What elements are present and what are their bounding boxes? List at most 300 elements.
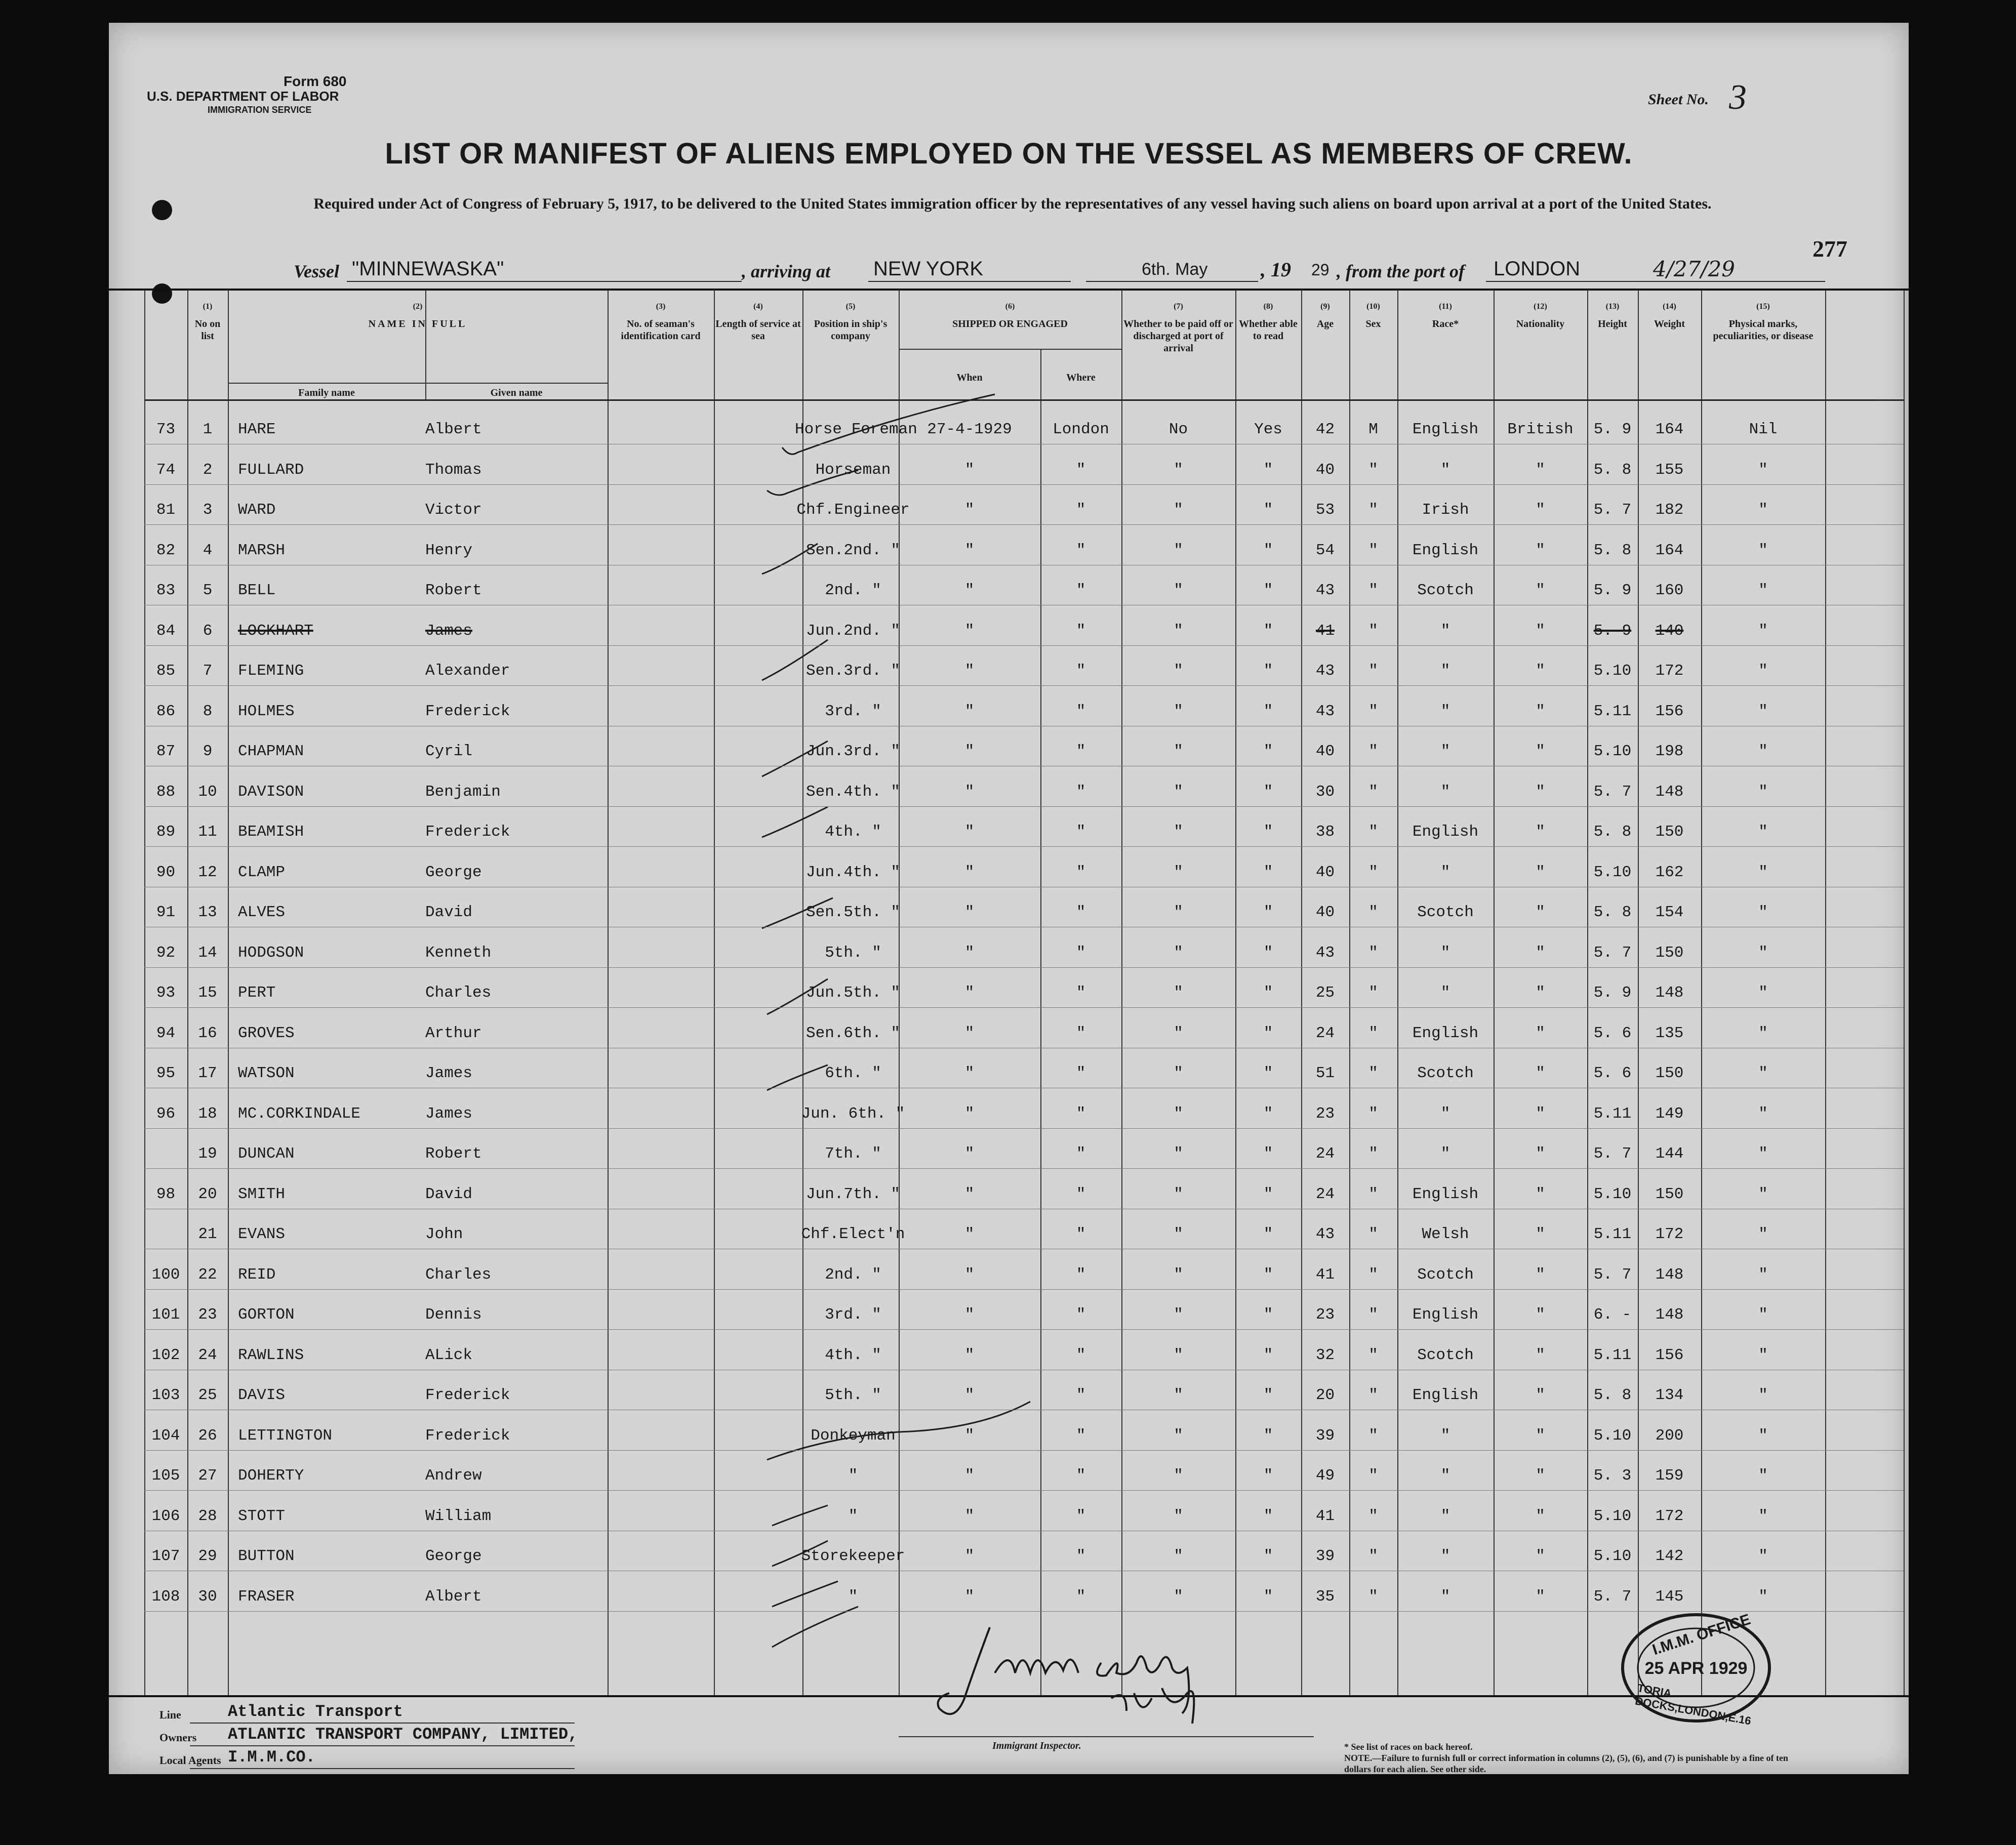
cell-weight: 154 [1655, 904, 1684, 921]
cell-where: " [1076, 944, 1086, 962]
cell-family: LOCKHART [238, 622, 313, 640]
cell-position: 3rd. " [825, 702, 881, 720]
cell-race: " [1440, 1507, 1450, 1525]
cell-age: 41 [1315, 622, 1335, 640]
cell-when: " [964, 984, 975, 1002]
cell-given: Andrew [425, 1467, 482, 1485]
cell-where: " [1076, 1467, 1086, 1485]
cell-paid: " [1174, 984, 1183, 1002]
cell-margin: 101 [151, 1306, 180, 1324]
cell-margin: 93 [156, 984, 176, 1002]
cell-where: " [1076, 743, 1086, 760]
cell-no: 14 [198, 944, 217, 962]
cell-nationality: " [1536, 1225, 1545, 1243]
cell-race: " [1440, 662, 1450, 680]
stamp-location: TORIA DOCKS,LONDON,E.16 [1634, 1681, 1752, 1728]
cell-age: 54 [1315, 541, 1335, 559]
cell-given: Victor [425, 501, 482, 519]
owners-label: Owners [159, 1731, 197, 1744]
cell-weight: 140 [1655, 622, 1684, 640]
cell-family: RAWLINS [238, 1346, 304, 1364]
cell-given: David [425, 904, 473, 921]
cell-no: 25 [198, 1386, 217, 1404]
cell-age: 51 [1315, 1064, 1335, 1082]
cell-marks: " [1758, 1426, 1768, 1445]
cell-margin: 103 [151, 1386, 180, 1404]
cell-age: 30 [1315, 783, 1335, 801]
cell-read: " [1263, 1306, 1273, 1324]
cell-where: " [1076, 622, 1086, 640]
cell-position: Sen.6th. " [805, 1024, 901, 1042]
cell-where: " [1076, 1547, 1086, 1565]
cell-read: " [1263, 582, 1273, 599]
cell-where: " [1076, 1145, 1086, 1163]
office-stamp [1620, 1611, 1772, 1728]
cell-given: James [425, 622, 473, 640]
cell-marks: " [1758, 1185, 1768, 1203]
cell-when: " [964, 1225, 975, 1243]
cell-no: 12 [198, 863, 217, 881]
cell-where: London [1053, 421, 1109, 438]
cell-weight: 164 [1655, 541, 1684, 559]
cell-read: " [1263, 1225, 1273, 1243]
cell-nationality: " [1536, 1306, 1545, 1324]
cell-paid: " [1174, 1547, 1183, 1565]
cell-margin: 105 [151, 1467, 180, 1485]
cell-where: " [1076, 582, 1086, 599]
cell-race: English [1412, 1185, 1479, 1203]
cell-height: 5. 7 [1593, 501, 1632, 519]
cell-no: 1 [203, 421, 213, 438]
cell-when: " [964, 783, 975, 801]
cell-paid: " [1174, 1386, 1183, 1404]
cell-family: WARD [238, 501, 276, 519]
cell-family: EVANS [238, 1225, 286, 1243]
cell-weight: 150 [1655, 944, 1684, 962]
cell-read: " [1263, 1185, 1273, 1203]
cell-when: " [964, 702, 975, 720]
cell-sex: " [1368, 541, 1378, 559]
cell-position: 2nd. " [825, 1265, 881, 1284]
cell-position: Jun. 6th. " [801, 1104, 905, 1123]
cell-family: DUNCAN [238, 1145, 295, 1163]
cell-age: 39 [1315, 1547, 1335, 1565]
cell-race: " [1440, 461, 1450, 479]
cell-where: " [1076, 1306, 1086, 1324]
cell-position: Horseman [815, 461, 891, 479]
cell-read: " [1263, 1547, 1273, 1565]
cell-height: 5.10 [1593, 1507, 1632, 1525]
cell-nationality: " [1536, 1024, 1545, 1042]
cell-margin: 107 [151, 1547, 180, 1565]
cell-paid: " [1174, 1507, 1183, 1525]
cell-family: HOLMES [238, 702, 295, 720]
cell-given: Frederick [425, 823, 510, 841]
page-title: LIST OR MANIFEST OF ALIENS EMPLOYED ON THE VESSEL AS MEMBERS OF CREW. [385, 137, 1633, 170]
cell-paid: " [1174, 541, 1183, 559]
cell-position: Chf.Elect'n [801, 1225, 905, 1243]
cell-nationality: " [1536, 622, 1545, 640]
cell-marks: " [1758, 783, 1768, 801]
cell-nationality: " [1536, 743, 1545, 760]
cell-age: 40 [1315, 904, 1335, 921]
cell-race: Scotch [1417, 1346, 1474, 1364]
cell-no: 19 [198, 1145, 217, 1163]
cell-marks: " [1758, 743, 1768, 760]
cell-read: " [1263, 1587, 1273, 1606]
cell-nationality: " [1536, 1265, 1545, 1284]
cell-nationality: " [1536, 1346, 1545, 1364]
year-suffix: 29 [1311, 261, 1329, 279]
cell-weight: 172 [1655, 1225, 1684, 1243]
cell-family: WATSON [238, 1064, 295, 1082]
cell-race: " [1440, 743, 1450, 760]
cell-when: " [964, 582, 975, 599]
cell-read: " [1263, 1426, 1273, 1445]
cell-age: 35 [1315, 1587, 1335, 1606]
cell-read: " [1263, 1145, 1273, 1163]
cell-read: " [1263, 1104, 1273, 1123]
cell-weight: 162 [1655, 863, 1684, 881]
cell-family: HARE [238, 421, 276, 438]
cell-family: GROVES [238, 1024, 295, 1042]
cell-read: " [1263, 984, 1273, 1002]
cell-paid: " [1174, 783, 1183, 801]
cell-no: 10 [198, 783, 217, 801]
cell-age: 43 [1315, 702, 1335, 720]
cell-no: 8 [203, 702, 213, 720]
cell-age: 41 [1315, 1507, 1335, 1525]
cell-read: " [1263, 1467, 1273, 1485]
cell-position: Chf.Engineer [796, 501, 910, 519]
cell-race: " [1440, 783, 1450, 801]
cell-position: Jun.5th. " [805, 984, 901, 1002]
cell-sex: M [1368, 421, 1378, 438]
service-name: IMMIGRATION SERVICE [208, 105, 312, 115]
cell-margin: 82 [156, 541, 176, 559]
cell-when: " [964, 743, 975, 760]
cell-given: Alexander [425, 662, 510, 680]
cell-race: " [1440, 1145, 1450, 1163]
cell-paid: " [1174, 1225, 1183, 1243]
cell-sex: " [1368, 1024, 1378, 1042]
cell-marks: " [1758, 541, 1768, 559]
cell-margin: 73 [156, 421, 176, 438]
cell-paid: " [1174, 662, 1183, 680]
cell-paid: " [1174, 622, 1183, 640]
cell-position: Horse Foreman [795, 421, 917, 438]
year-prefix: , 19 [1261, 258, 1291, 281]
cell-paid: " [1174, 944, 1183, 962]
cell-position: Jun.4th. " [805, 863, 901, 881]
cell-age: 20 [1315, 1386, 1335, 1404]
cell-age: 40 [1315, 461, 1335, 479]
cell-no: 23 [198, 1306, 217, 1324]
cell-family: FULLARD [238, 461, 304, 479]
cell-when: " [964, 1507, 975, 1525]
cell-when: " [964, 1467, 975, 1485]
cell-position: Donkeyman [811, 1426, 896, 1445]
cell-age: 39 [1315, 1426, 1335, 1445]
cell-age: 24 [1315, 1024, 1335, 1042]
cell-no: 22 [198, 1265, 217, 1284]
cell-given: Albert [425, 1587, 482, 1606]
cell-given: Robert [425, 1145, 482, 1163]
cell-marks: " [1758, 1265, 1768, 1284]
stamp-date: 25 APR 1929 [1644, 1659, 1748, 1678]
cell-no: 15 [198, 984, 217, 1002]
cell-given: David [425, 1185, 473, 1203]
cell-marks: " [1758, 1467, 1768, 1485]
cell-weight: 156 [1655, 1346, 1684, 1364]
cell-given: Thomas [425, 461, 482, 479]
cell-paid: " [1174, 904, 1183, 921]
cell-given: James [425, 1064, 473, 1082]
cell-family: REID [238, 1265, 276, 1284]
cell-given: Arthur [425, 1024, 482, 1042]
page-subtitle: Required under Act of Congress of February 5, 1917, to be delivered to the United States immigration officer by the representatives of any vessel having such aliens on board upon arrival at a port of the United States. [313, 195, 1712, 212]
arrival-date: 6th. May [1142, 260, 1208, 279]
cell-where: " [1076, 1587, 1086, 1606]
cell-marks: " [1758, 702, 1768, 720]
cell-family: DAVISON [238, 783, 304, 801]
cell-age: 43 [1315, 662, 1335, 680]
cell-when: " [964, 1064, 975, 1082]
sheet-number: 3 [1729, 78, 1747, 117]
cell-race: " [1440, 1547, 1450, 1565]
cell-read: " [1263, 1265, 1273, 1284]
cell-when: " [964, 1346, 975, 1364]
cell-where: " [1076, 1024, 1086, 1042]
column-header-able-to-read: (8) Whether able to read [1239, 302, 1298, 342]
footnotes: * See list of races on back hereof. NOTE.—Failure to furnish full or correct information in columns (2), (5), (6), and (7) is punishable by a fine of ten dollars for each alien. See other side. [1344, 1742, 1789, 1774]
cell-sex: " [1368, 501, 1378, 519]
cell-nationality: " [1536, 944, 1545, 962]
cell-sex: " [1368, 1064, 1378, 1082]
cell-margin: 88 [156, 783, 176, 801]
cell-paid: " [1174, 1467, 1183, 1485]
cell-height: 5.10 [1593, 743, 1632, 760]
cell-sex: " [1368, 702, 1378, 720]
owners-value: ATLANTIC TRANSPORT COMPANY, LIMITED, [228, 1725, 578, 1744]
cell-when: " [964, 1587, 975, 1606]
cell-given: William [425, 1507, 492, 1525]
cell-sex: " [1368, 984, 1378, 1002]
cell-height: 5. 7 [1593, 944, 1632, 962]
cell-family: BEAMISH [238, 823, 304, 841]
cell-no: 5 [203, 582, 213, 599]
cell-family: SMITH [238, 1185, 286, 1203]
cell-marks: " [1758, 1145, 1768, 1163]
cell-height: 5. 3 [1593, 1467, 1632, 1485]
cell-race: " [1440, 863, 1450, 881]
inspector-signature [934, 1617, 1288, 1734]
cell-marks: Nil [1749, 421, 1778, 438]
cell-race: " [1440, 1587, 1450, 1606]
cell-race: Scotch [1417, 1265, 1474, 1284]
cell-weight: 200 [1655, 1426, 1684, 1445]
cell-nationality: " [1536, 1507, 1545, 1525]
cell-read: " [1263, 1386, 1273, 1404]
cell-height: 5. 6 [1593, 1024, 1632, 1042]
cell-sex: " [1368, 743, 1378, 760]
cell-sex: " [1368, 1346, 1378, 1364]
cell-no: 28 [198, 1507, 217, 1525]
cell-when: " [964, 1386, 975, 1404]
cell-when: " [964, 1306, 975, 1324]
cell-age: 38 [1315, 823, 1335, 841]
cell-race: English [1412, 823, 1479, 841]
cell-family: ALVES [238, 904, 286, 921]
cell-given: James [425, 1104, 473, 1123]
cell-when: " [964, 1426, 975, 1445]
cell-weight: 172 [1655, 1507, 1684, 1525]
cell-paid: " [1174, 1024, 1183, 1042]
cell-marks: " [1758, 1225, 1768, 1243]
cell-read: " [1263, 461, 1273, 479]
cell-marks: " [1758, 1064, 1768, 1082]
cell-sex: " [1368, 1587, 1378, 1606]
agents-label: Local Agents [159, 1754, 221, 1767]
cell-no: 17 [198, 1064, 217, 1082]
cell-read: " [1263, 1064, 1273, 1082]
cell-where: " [1076, 984, 1086, 1002]
cell-height: 5.10 [1593, 662, 1632, 680]
cell-position: Storekeeper [801, 1547, 905, 1565]
cell-sex: " [1368, 1547, 1378, 1565]
cell-marks: " [1758, 1104, 1768, 1123]
cell-height: 5. 9 [1593, 622, 1632, 640]
cell-no: 11 [198, 823, 217, 841]
cell-nationality: " [1536, 1104, 1545, 1123]
cell-position: 5th. " [825, 944, 881, 962]
cell-height: 5.10 [1593, 1185, 1632, 1203]
cell-height: 5. 7 [1593, 1265, 1632, 1284]
cell-sex: " [1368, 662, 1378, 680]
cell-no: 6 [203, 622, 213, 640]
cell-read: " [1263, 783, 1273, 801]
cell-weight: 160 [1655, 582, 1684, 599]
column-header-race: (11) Race* [1432, 302, 1459, 330]
cell-family: DOHERTY [238, 1467, 304, 1485]
cell-position: 5th. " [825, 1386, 881, 1404]
cell-paid: " [1174, 1587, 1183, 1606]
cell-paid: " [1174, 461, 1183, 479]
cell-when: " [964, 461, 975, 479]
cell-sex: " [1368, 1185, 1378, 1203]
column-header-weight: (14) Weight [1654, 302, 1685, 330]
cell-given: Benjamin [425, 783, 501, 801]
column-header-sex: (10) Sex [1365, 302, 1381, 330]
cell-where: " [1076, 662, 1086, 680]
cell-margin: 84 [156, 622, 176, 640]
arriving-label: , arriving at [742, 261, 831, 281]
cell-weight: 182 [1655, 501, 1684, 519]
cell-paid: " [1174, 501, 1183, 519]
cell-family: GORTON [238, 1306, 295, 1324]
cell-height: 5. 7 [1593, 1587, 1632, 1606]
cell-paid: " [1174, 1185, 1183, 1203]
cell-given: ALick [425, 1346, 473, 1364]
cell-weight: 148 [1655, 783, 1684, 801]
cell-read: " [1263, 1507, 1273, 1525]
cell-nationality: British [1507, 421, 1574, 438]
cell-margin: 85 [156, 662, 176, 680]
cell-position: 3rd. " [825, 1306, 881, 1324]
column-header-shipped-or-engaged: (6) SHIPPED OR ENGAGED [952, 302, 1068, 330]
cell-margin: 90 [156, 863, 176, 881]
crew-table [109, 289, 1909, 1697]
cell-given: Albert [425, 421, 482, 438]
cell-given: John [425, 1225, 463, 1243]
cell-nationality: " [1536, 541, 1545, 559]
cell-height: 5.11 [1593, 702, 1632, 720]
cell-when: " [964, 1547, 975, 1565]
cell-height: 5. 8 [1593, 461, 1632, 479]
cell-race: English [1412, 421, 1479, 438]
cell-weight: 142 [1655, 1547, 1684, 1565]
cell-margin: 92 [156, 944, 176, 962]
cell-race: " [1440, 702, 1450, 720]
cell-race: Welsh [1422, 1225, 1469, 1243]
cell-paid: " [1174, 1145, 1183, 1163]
cell-marks: " [1758, 1024, 1768, 1042]
from-port: LONDON [1494, 258, 1581, 280]
cell-paid: " [1174, 702, 1183, 720]
cell-height: 5.10 [1593, 1426, 1632, 1445]
cell-given: George [425, 863, 482, 881]
cell-where: " [1076, 1064, 1086, 1082]
cell-sex: " [1368, 1426, 1378, 1445]
cell-marks: " [1758, 904, 1768, 921]
cell-race: " [1440, 984, 1450, 1002]
cell-where: " [1076, 823, 1086, 841]
cell-age: 24 [1315, 1145, 1335, 1163]
cell-nationality: " [1536, 823, 1545, 841]
cell-height: 5. 7 [1593, 1145, 1632, 1163]
cell-height: 5.11 [1593, 1346, 1632, 1364]
cell-weight: 145 [1655, 1587, 1684, 1606]
cell-sex: " [1368, 1265, 1378, 1284]
cell-position: " [848, 1587, 858, 1606]
cell-nationality: " [1536, 501, 1545, 519]
cell-nationality: " [1536, 783, 1545, 801]
cell-sex: " [1368, 1507, 1378, 1525]
cell-nationality: " [1536, 904, 1545, 921]
cell-paid: " [1174, 1346, 1183, 1364]
cell-family: BELL [238, 582, 276, 599]
cell-weight: 148 [1655, 1265, 1684, 1284]
cell-sex: " [1368, 1104, 1378, 1123]
cell-margin: 81 [156, 501, 176, 519]
cell-race: English [1412, 1306, 1479, 1324]
cell-weight: 144 [1655, 1145, 1684, 1163]
cell-where: " [1076, 1225, 1086, 1243]
cell-margin: 108 [151, 1587, 180, 1606]
cell-where: " [1076, 541, 1086, 559]
column-header-no-on-list: (1) No on list [194, 302, 221, 342]
cell-when: " [964, 904, 975, 921]
check-marks-overlay [109, 291, 1909, 1695]
cell-age: 40 [1315, 743, 1335, 760]
cell-given: Frederick [425, 1426, 510, 1445]
cell-margin: 104 [151, 1426, 180, 1445]
cell-where: " [1076, 1507, 1086, 1525]
cell-where: " [1076, 1346, 1086, 1364]
cell-paid: " [1174, 1265, 1183, 1284]
cell-read: " [1263, 823, 1273, 841]
cell-marks: " [1758, 1507, 1768, 1525]
